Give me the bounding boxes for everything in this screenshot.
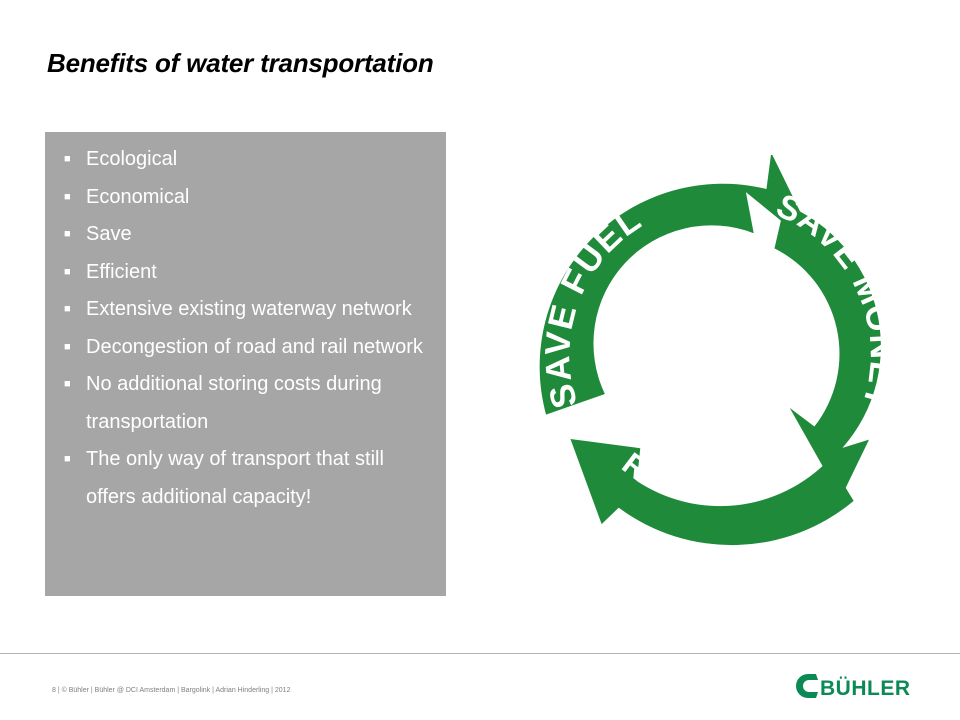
savings-cycle-diagram — [520, 155, 920, 555]
bullet-text: The only way of transport that still offers additional capacity! — [86, 448, 384, 508]
logo-wordmark: BÜHLER — [820, 677, 911, 700]
benefits-box — [45, 132, 446, 596]
list-item — [59, 179, 438, 217]
square-bullet-icon: ■ — [64, 453, 71, 465]
logo-swoosh-icon — [796, 674, 818, 698]
list-item — [59, 291, 438, 329]
square-bullet-icon: ■ — [64, 378, 71, 390]
footer-text: 8 | © Bühler | Bühler @ DCI Amsterdam | Bargolink | Adrian Hinderling | 2012 — [52, 687, 291, 694]
list-item — [59, 441, 438, 516]
bullet-text: Efficient — [86, 260, 157, 283]
list-item — [59, 141, 438, 179]
bullet-text: Decongestion of road and rail network — [86, 335, 423, 358]
square-bullet-icon: ■ — [64, 190, 71, 203]
square-bullet-icon: ■ — [64, 303, 71, 315]
bullet-text: Save — [86, 223, 132, 245]
footer-divider — [0, 653, 960, 654]
reduce-co2-label: REDUCE CO2 — [615, 445, 821, 513]
list-item — [59, 254, 438, 292]
square-bullet-icon: ■ — [64, 228, 71, 240]
bullet-text: Extensive existing waterway network — [86, 298, 412, 320]
benefits-list — [59, 141, 438, 516]
bullet-text: No additional storing costs during transportation — [86, 373, 382, 433]
bullet-text: Ecological — [86, 148, 178, 170]
bullet-text: Economical — [86, 185, 190, 208]
slide-title: Benefits of water transportation — [47, 48, 434, 78]
list-item — [59, 216, 438, 254]
square-bullet-icon: ■ — [64, 265, 71, 278]
save-money-label: SAVE MONEY — [770, 186, 902, 415]
list-item — [59, 366, 438, 441]
buhler-logo — [794, 672, 916, 700]
save-fuel-label: SAVE FUEL — [538, 198, 649, 413]
square-bullet-icon: ■ — [64, 340, 71, 353]
square-bullet-icon: ■ — [64, 153, 71, 165]
list-item — [59, 329, 438, 367]
